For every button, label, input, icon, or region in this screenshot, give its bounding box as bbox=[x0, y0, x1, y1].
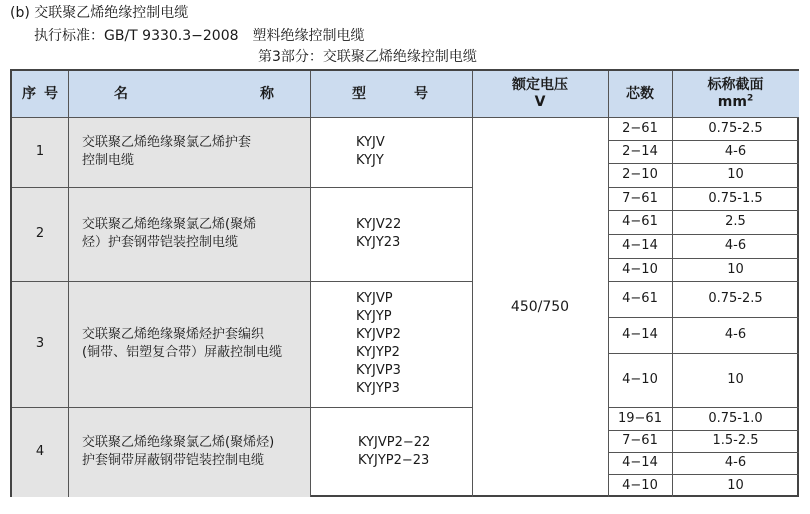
grid-line bbox=[672, 71, 673, 497]
grid-line bbox=[608, 210, 799, 211]
row-cores: 19−61 bbox=[618, 410, 662, 426]
row-section: 10 bbox=[727, 372, 744, 387]
row-section: 10 bbox=[727, 167, 744, 182]
grid-line bbox=[608, 163, 799, 164]
group-2-models: KYJV22 KYJY23 bbox=[356, 217, 402, 250]
cable-spec-table bbox=[10, 69, 799, 497]
grid-line bbox=[472, 71, 473, 497]
row-section: 2.5 bbox=[725, 214, 746, 229]
grid-line bbox=[608, 430, 799, 431]
section-title: (b) 交联聚乙烯绝缘控制电缆 bbox=[10, 5, 189, 21]
grid-line bbox=[12, 187, 472, 188]
row-cores: 4−61 bbox=[622, 291, 658, 306]
grid-line bbox=[608, 140, 799, 141]
row-cores: 4−10 bbox=[622, 372, 658, 387]
row-cores: 4−61 bbox=[622, 214, 658, 229]
grid-line bbox=[12, 117, 799, 118]
rated-voltage: 450/750 bbox=[510, 299, 570, 315]
row-cores: 4−10 bbox=[622, 477, 658, 493]
group-4-seq: 4 bbox=[12, 407, 68, 497]
row-section: 10 bbox=[727, 477, 744, 493]
standard-part-line: 第3部分：交联聚乙烯绝缘控制电缆 bbox=[258, 49, 477, 65]
row-cores: 4−14 bbox=[622, 455, 658, 470]
group-3-models: KYJVP KYJYP KYJVP2 KYJYP2 KYJVP3 KYJYP3 bbox=[356, 291, 401, 396]
header-section: 标称截面 $mm^2$ bbox=[672, 71, 799, 117]
row-section: 0.75-1.5 bbox=[708, 190, 763, 206]
group-1-seq: 1 bbox=[12, 117, 68, 187]
group-3-seq: 3 bbox=[12, 281, 68, 407]
grid-line bbox=[310, 71, 311, 497]
standard-line: 执行标准：GB/T 9330.3−2008 塑料绝缘控制电缆 bbox=[34, 28, 365, 44]
row-cores: 7−61 bbox=[622, 433, 658, 448]
row-section: 10 bbox=[727, 261, 744, 277]
grid-line bbox=[12, 281, 472, 282]
grid-line bbox=[608, 187, 799, 188]
row-cores: 7−61 bbox=[622, 190, 658, 206]
row-section: 0.75-2.5 bbox=[708, 120, 763, 136]
row-section: 1.5-2.5 bbox=[712, 433, 759, 448]
row-section: 4-6 bbox=[724, 455, 747, 470]
group-2-name: 交联聚乙烯绝缘聚氯乙烯(聚烯 烃）护套钢带铠装控制电缆 bbox=[68, 187, 310, 281]
row-cores: 4−14 bbox=[622, 238, 658, 253]
header-voltage: 额定电压 V bbox=[472, 71, 608, 117]
header-model: 型 号 bbox=[310, 71, 472, 117]
row-cores: 4−10 bbox=[622, 261, 658, 277]
row-cores: 2−61 bbox=[622, 120, 658, 136]
grid-line bbox=[608, 452, 799, 453]
header-name: 名 称 bbox=[68, 71, 310, 117]
group-1-name: 交联聚乙烯绝缘聚氯乙烯护套 控制电缆 bbox=[68, 117, 310, 187]
group-3-name: 交联聚乙烯绝缘聚烯烃护套编织 (铜带、铝塑复合带）屏蔽控制电缆 bbox=[68, 281, 310, 407]
grid-line bbox=[68, 71, 69, 497]
row-section: 4-6 bbox=[724, 327, 747, 342]
row-section: 0.75-1.0 bbox=[708, 410, 763, 426]
grid-line bbox=[608, 474, 799, 475]
grid-line bbox=[608, 234, 799, 235]
row-cores: 2−10 bbox=[622, 167, 658, 182]
group-1-models: KYJV KYJY bbox=[356, 135, 385, 168]
grid-line bbox=[608, 71, 609, 497]
grid-line bbox=[608, 317, 799, 318]
group-4-models: KYJVP2−22 KYJYP2−23 bbox=[358, 435, 431, 468]
header-cores: 芯数 bbox=[608, 71, 672, 117]
group-4-name: 交联聚乙烯绝缘聚氯乙烯(聚烯烃) 护套铜带屏蔽钢带铠装控制电缆 bbox=[68, 407, 310, 497]
row-section: 4-6 bbox=[724, 143, 747, 159]
row-section: 0.75-2.5 bbox=[708, 291, 763, 306]
row-cores: 2−14 bbox=[622, 143, 658, 159]
grid-line bbox=[12, 407, 472, 408]
grid-line bbox=[608, 353, 799, 354]
grid-line bbox=[608, 258, 799, 259]
row-cores: 4−14 bbox=[622, 327, 658, 342]
group-2-seq: 2 bbox=[12, 187, 68, 281]
grid-line bbox=[608, 407, 799, 408]
header-seq: 序 号 bbox=[12, 71, 68, 117]
grid-line bbox=[608, 281, 799, 282]
row-section: 4-6 bbox=[724, 238, 747, 253]
